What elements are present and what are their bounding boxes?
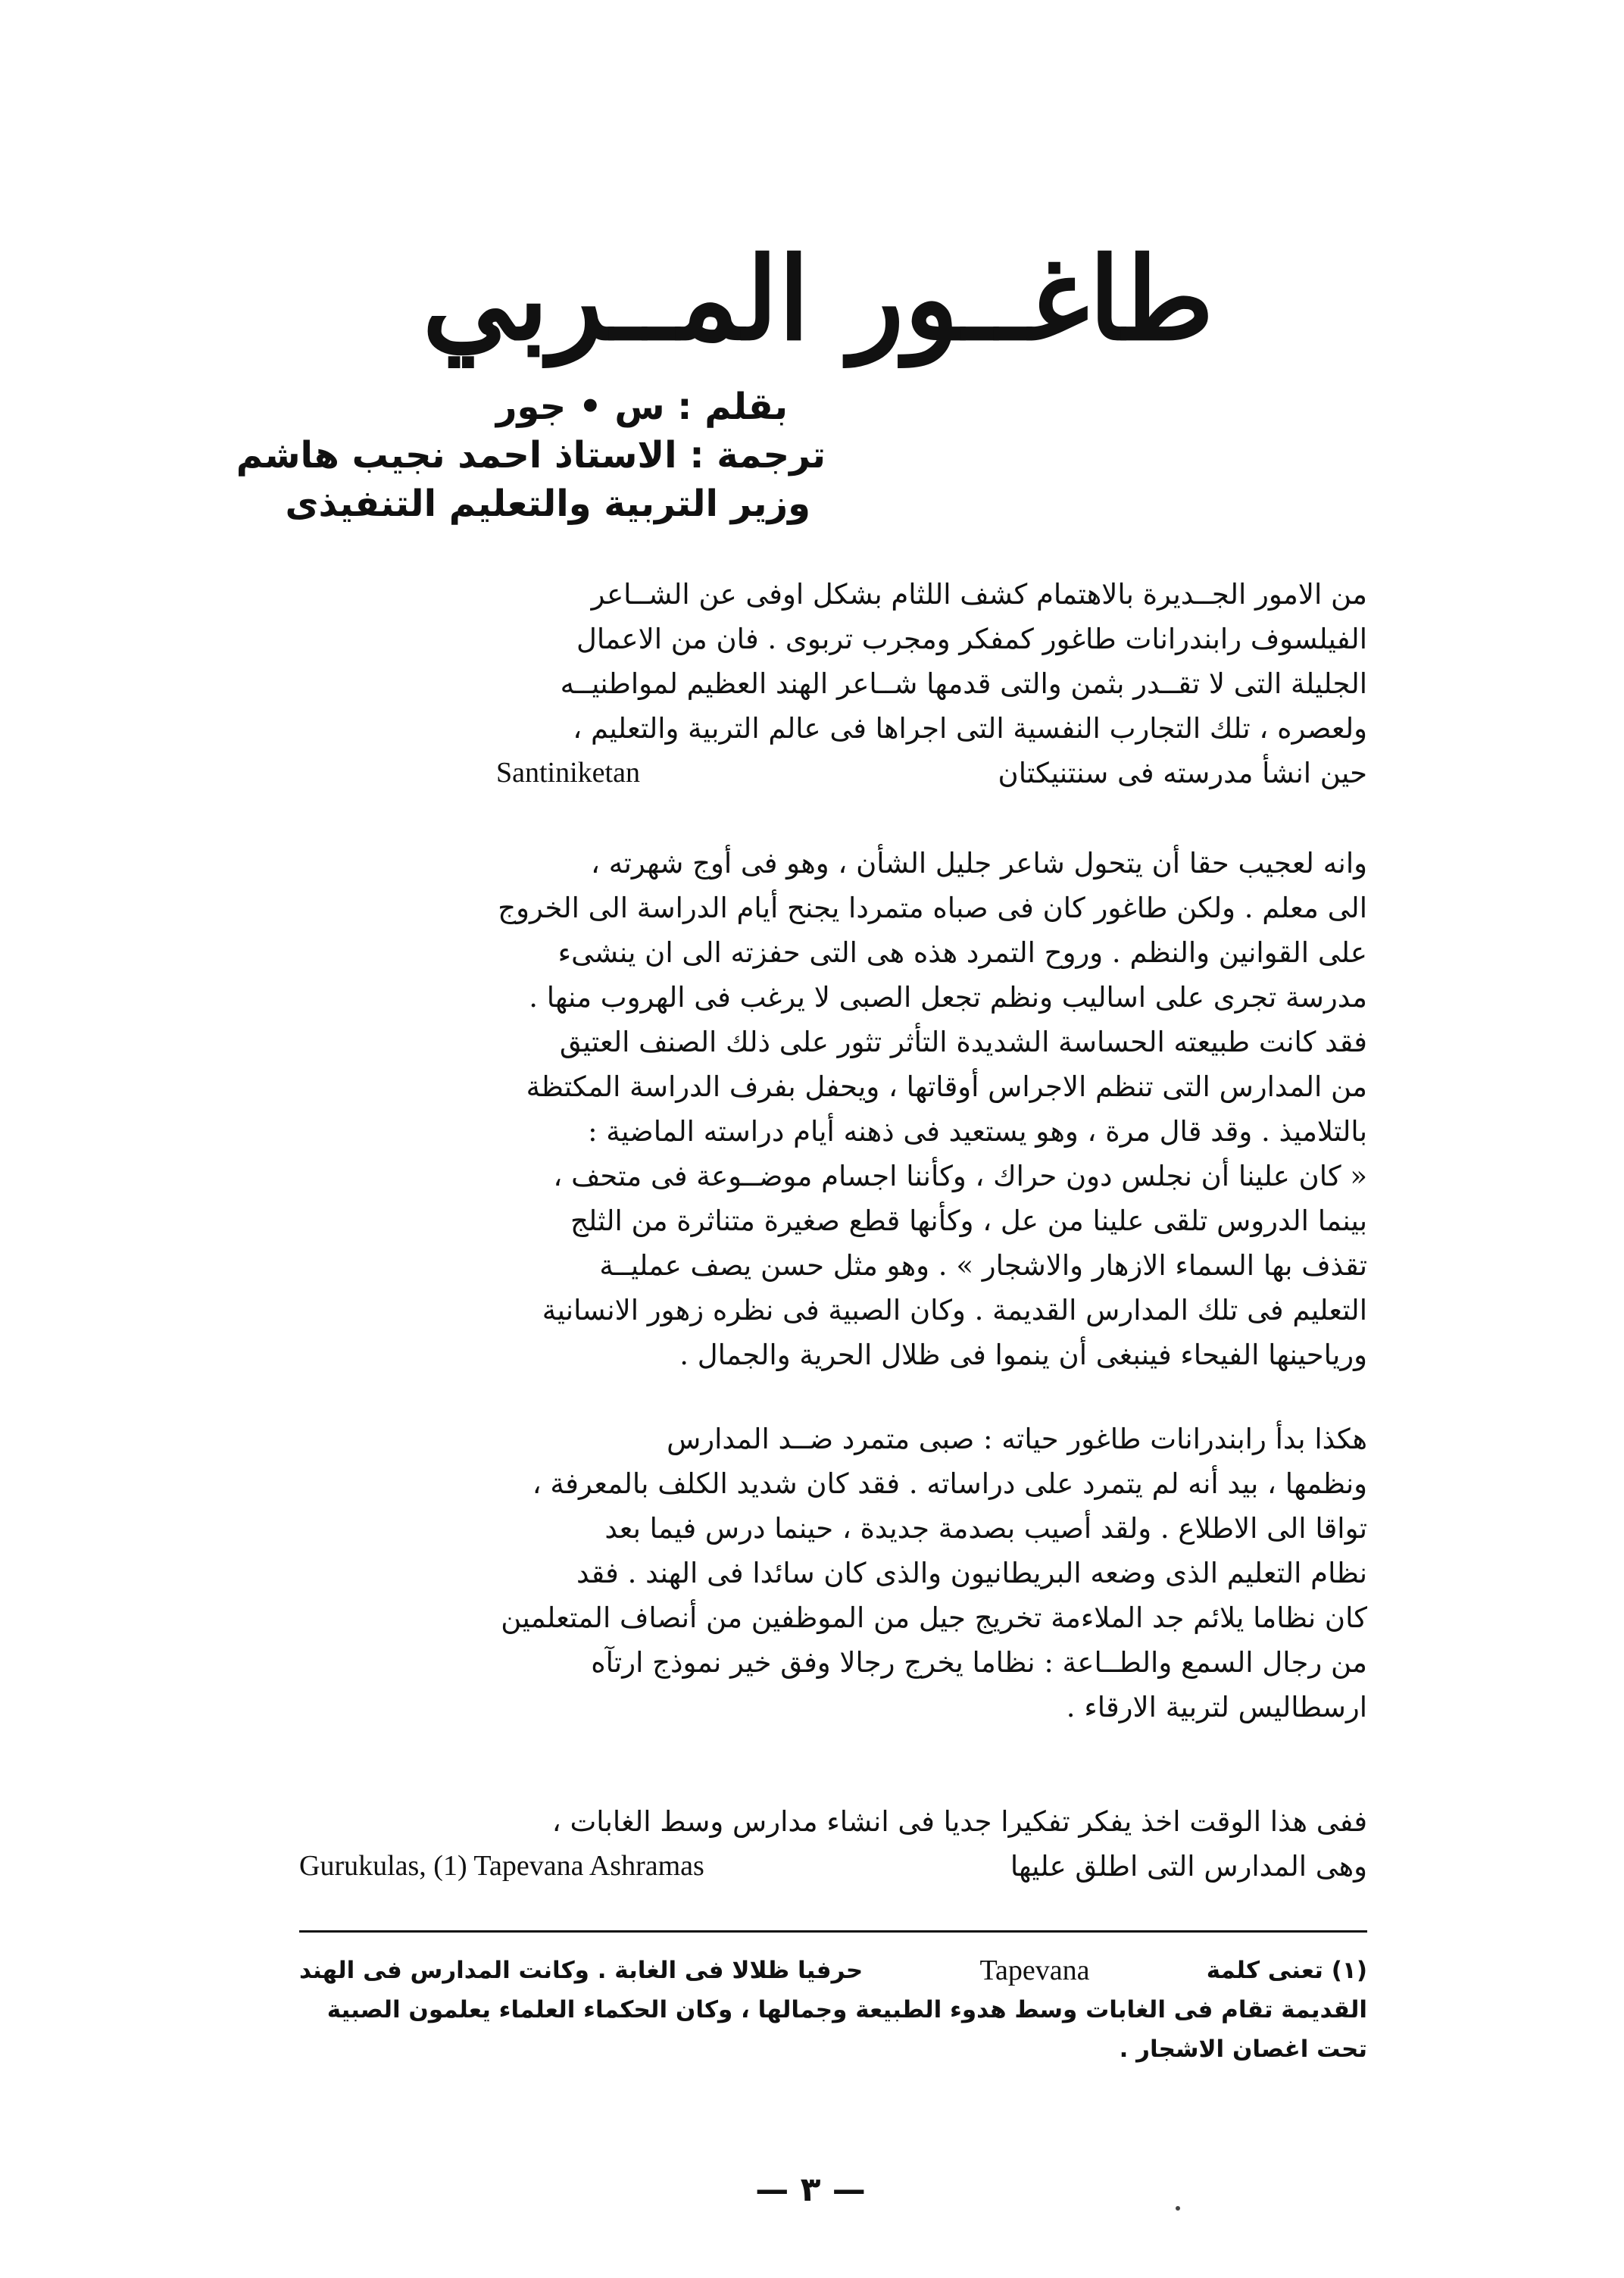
text-line: الى معلم . ولكن طاغور كان فى صباه متمردا يجنح أيام الدراسة الى الخروج: [498, 892, 1367, 924]
footnote-marker-text: (١) تعنى كلمة: [1206, 1957, 1367, 1984]
translator-line: ترجمة : الاستاذ احمد نجيب هاشم: [236, 434, 826, 477]
text-line: نظام التعليم الذى وضعه البريطانيون والذى كان سائدا فى الهند . فقد: [576, 1557, 1367, 1589]
text-line: تواقا الى الاطلاع . ولقد أصيب بصدمة جديدة ، حينما درس فيما بعد: [604, 1512, 1367, 1545]
paragraph-3: [299, 1417, 1367, 1730]
text-line: فقد كانت طبيعته الحساسة الشديدة التأثر تثور على ذلك الصنف العتيق: [559, 1026, 1367, 1058]
text-line: هكذا بدأ رابندرانات طاغور حياته : صبى متمرد ضــد المدارس: [667, 1423, 1367, 1455]
text-line: تقذف بها السماء الازهار والاشجار » . وهو مثل حسن يصف عمليــة: [599, 1249, 1367, 1282]
article-title: طاغــور المــربي: [422, 233, 1214, 366]
text-line: من المدارس التى تنظم الاجراس أوقاتها ، ويحفل بفرف الدراسة المكتظة: [526, 1070, 1367, 1103]
page-number: — ٣ —: [755, 2170, 866, 2209]
scan-speck: [1176, 2206, 1180, 2211]
latin-term: Santiniketan: [496, 757, 640, 789]
text-line: ولعصره ، تلك التجارب النفسية التى اجراها فى عالم التربية والتعليم ،: [573, 712, 1367, 745]
author-line: بقلم : س • جور: [495, 386, 788, 428]
text-line: ففى هذا الوقت اخذ يفكر تفكيرا جديا فى انشاء مدارس وسط الغابات ،: [551, 1805, 1367, 1838]
footnote-line: القديمة تقام فى الغابات وسط هدوء الطبيعة وجمالها ، وكان الحكماء العلماء يعلمون الصبية: [326, 1996, 1367, 2023]
text-line: من رجال السمع والطــاعة : نظاما يخرج رجالا وفق خير نموذج ارتآه: [591, 1646, 1367, 1679]
footnote-divider: [299, 1930, 1367, 1933]
paragraph-4: [299, 1799, 1367, 1889]
footnote-latin-term: Tapevana: [979, 1955, 1090, 1986]
footnote-line: تحت اغصان الاشجار .: [1119, 2036, 1367, 2063]
text-line: مدرسة تجرى على اساليب ونظم تجعل الصبى لا يرغب فى الهروب منها .: [529, 981, 1367, 1014]
translator-role-line: وزير التربية والتعليم التنفيذى: [285, 483, 810, 525]
text-line: ارسطاليس لتربية الارقاء .: [1066, 1691, 1367, 1723]
text-line-arabic: وهى المدارس التى اطلق عليها: [1010, 1850, 1367, 1883]
text-line: من الامور الجــديرة بالاهتمام كشف اللثام بشكل اوفى عن الشــاعر: [591, 578, 1367, 611]
text-line: بينما الدروس تلقى علينا من عل ، وكأنها قطع صغيرة متناثرة من الثلج: [570, 1205, 1367, 1237]
text-line: الجليلة التى لا تقــدر بثمن والتى قدمها شــاعر الهند العظيم لمواطنيــه: [560, 667, 1367, 700]
text-line: كان نظاما يلائم جد الملاءمة تخريج جيل من الموظفين من أنصاف المتعلمين: [501, 1601, 1367, 1634]
paragraph-2: [299, 841, 1367, 1377]
text-line: وانه لعجيب حقا أن يتحول شاعر جليل الشأن ، وهو فى أوج شهرته ،: [591, 847, 1367, 880]
text-line: بالتلاميذ . وقد قال مرة ، وهو يستعيد فى ذهنه أيام دراسته الماضية :: [588, 1115, 1367, 1148]
text-line: [299, 1844, 1367, 1889]
footnote-line: [299, 1951, 1367, 1990]
text-line: [299, 751, 1367, 795]
text-line-arabic: حين انشأ مدرسته فى سنتنيكتان: [998, 757, 1367, 789]
footnote-text: حرفيا ظلالا فى الغابة . وكانت المدارس فى الهند: [299, 1957, 864, 1984]
text-line: ورياحينها الفيحاء فينبغى أن ينموا فى ظلال الحرية والجمال .: [679, 1339, 1367, 1371]
text-line: التعليم فى تلك المدارس القديمة . وكان الصبية فى نظره زهور الانسانية: [542, 1294, 1367, 1326]
text-line: « كان علينا أن نجلس دون حراك ، وكأننا اجسام موضــوعة فى متحف ،: [553, 1160, 1367, 1192]
text-line: ونظمها ، بيد أنه لم يتمرد على دراساته . فقد كان شديد الكلف بالمعرفة ،: [532, 1467, 1367, 1500]
latin-terms: Gurukulas, (1) Tapevana Ashramas: [299, 1850, 704, 1882]
footnote: [299, 1951, 1367, 2069]
byline: [236, 383, 826, 528]
text-line: على القوانين والنظم . وروح التمرد هذه هى التى حفزته الى ان ينشىء: [557, 936, 1367, 969]
text-line: الفيلسوف رابندرانات طاغور كمفكر ومجرب تربوى . فان من الاعمال: [576, 623, 1367, 655]
paragraph-1: [299, 572, 1367, 795]
